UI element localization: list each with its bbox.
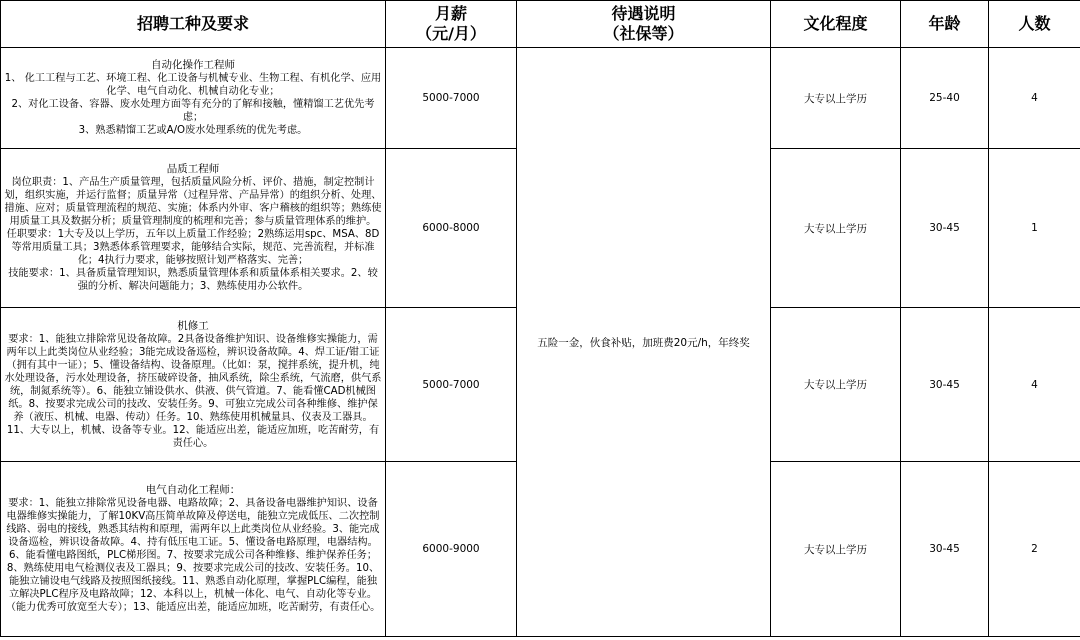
table-row bbox=[1, 48, 1080, 149]
header-salary-line1: 月薪 bbox=[434, 4, 467, 23]
header-benefit-line2: （社保等） bbox=[603, 24, 684, 43]
header-education: 文化程度 bbox=[771, 1, 901, 48]
job-title: 自动化操作工程师 bbox=[151, 59, 235, 71]
job-line: 3、熟悉精馏工艺或A/O废水处理系统的优先考虑。 bbox=[78, 125, 308, 136]
education-cell: 大专以上学历 bbox=[771, 462, 901, 637]
header-salary bbox=[386, 1, 517, 48]
salary-cell: 6000-8000 bbox=[386, 149, 517, 308]
count-cell: 1 bbox=[989, 149, 1080, 308]
job-description bbox=[1, 462, 386, 637]
age-cell: 30-45 bbox=[901, 462, 989, 637]
job-title: 机修工 bbox=[177, 319, 209, 332]
header-age: 年龄 bbox=[901, 1, 989, 48]
salary-cell: 5000-7000 bbox=[386, 308, 517, 462]
count-cell: 4 bbox=[989, 48, 1080, 149]
header-benefit-line1: 待遇说明 bbox=[611, 4, 676, 23]
header-salary-line2: （元/月） bbox=[416, 24, 486, 43]
age-cell: 25-40 bbox=[901, 48, 989, 149]
salary-cell: 6000-9000 bbox=[386, 462, 517, 637]
education-cell: 大专以上学历 bbox=[771, 149, 901, 308]
job-line: 技能要求：1、具备质量管理知识，熟悉质量管理体系和质量体系相关要求。2、较强的分析、解决问题能力；3、熟练使用办公软件。 bbox=[8, 268, 378, 292]
age-cell: 30-45 bbox=[901, 149, 989, 308]
job-line: 2、对化工设备、容器、废水处理方面等有充分的了解和接触，懂精馏工艺优先考虑； bbox=[11, 99, 375, 123]
header-count: 人数 bbox=[989, 1, 1080, 48]
benefit-cell: 五险一金，伙食补贴，加班费20元/h，年终奖 bbox=[517, 48, 771, 637]
job-line: 岗位职责：1、产品生产质量管理，包括质量风险分析、评价、措施，制定控制计划，组织实施，并运行监督；质量异常（过程异常、产品异常）的组织分析、处理、措施、应对；质量管理流程的规范、实施；体系内外审、客户稽核的组织等；熟练使用质量工具及数据分析；质量管理制度的梳理和完善；参与质量管理体系的维护。 bbox=[4, 177, 382, 227]
job-description bbox=[1, 308, 386, 462]
job-line: 要求：1、能独立排除常见设备电器、电路故障；2、具备设备电器维护知识、设备电器维修实操能力，了解10KV高压简单故障及停送电，能独立完成低压、二次控制线路、弱电的接线，熟悉其结构和原理，需两年以上此类岗位从业经验。3、能完成设备巡检，辨识设备故障。4、持有低压电工证。5、懂设备电路原理，电器结构。6、能看懂电路图纸，PLC梯形图。7、按要求完成公司各种维修、维护保养任务；8、熟练使用电气检测仪表及工器具；9、按要求完成公司的技改、安装任务。10、能独立铺设电气线路及按照图纸接线。11、熟悉自动化原理，掌握PLC编程，能独立解决PLC程序及电路故障；12、本科以上，机械一体化、电气、自动化等专业。（能力优秀可放宽至大专）；13、能适应出差，能适应加班，吃苦耐劳，有责任心。 bbox=[5, 498, 381, 613]
job-title: 电气自动化工程师： bbox=[145, 484, 241, 496]
job-line: 要求：1、能独立排除常见设备故障。2具备设备维护知识、设备维修实操能力，需两年以上此类岗位从业经验；3能完成设备巡检，辨识设备故障。4、焊工证/钳工证（拥有其中一证）；5、懂设备结构、设备原理。（比如：泵，搅拌系统，提升机，纯水处理设备，污水处理设备，挤压破碎设备，抽风系统，除尘系统，气流磨，供气系统，制氮系统等）。6、能独立铺设供水、供液、供气管道。7、能看懂CAD机械图纸。8、按要求完成公司的技改、安装任务。9、可独立完成公司各种维修、维护保养（液压、机械、电器、传动）任务。10、熟练使用机械量具、仪表及工器具。11、大专以上，机械、设备等专业。12、能适应出差，能适应加班，吃苦耐劳，有责任心。 bbox=[4, 333, 382, 449]
job-title: 品质工程师 bbox=[166, 163, 220, 175]
education-cell: 大专以上学历 bbox=[771, 48, 901, 149]
age-cell: 30-45 bbox=[901, 308, 989, 462]
job-description bbox=[1, 48, 386, 149]
count-cell: 4 bbox=[989, 308, 1080, 462]
count-cell: 2 bbox=[989, 462, 1080, 637]
salary-cell: 5000-7000 bbox=[386, 48, 517, 149]
education-cell: 大专以上学历 bbox=[771, 308, 901, 462]
header-position: 招聘工种及要求 bbox=[1, 1, 386, 48]
job-description bbox=[1, 149, 386, 308]
job-line: 任职要求：1大专及以上学历，五年以上质量工作经验；2熟练运用spc、MSA、8D等常用质量工具；3熟悉体系管理要求，能够结合实际，规范、完善流程，并标准化；4执行力要求，能够按照计划严格落实、完善； bbox=[6, 229, 380, 266]
job-line: 1、 化工工程与工艺、环境工程、化工设备与机械专业、生物工程、有机化学、应用化学、电气自动化、机械自动化专业； bbox=[4, 73, 382, 97]
header-benefit bbox=[517, 1, 771, 48]
header-row bbox=[1, 1, 1080, 48]
